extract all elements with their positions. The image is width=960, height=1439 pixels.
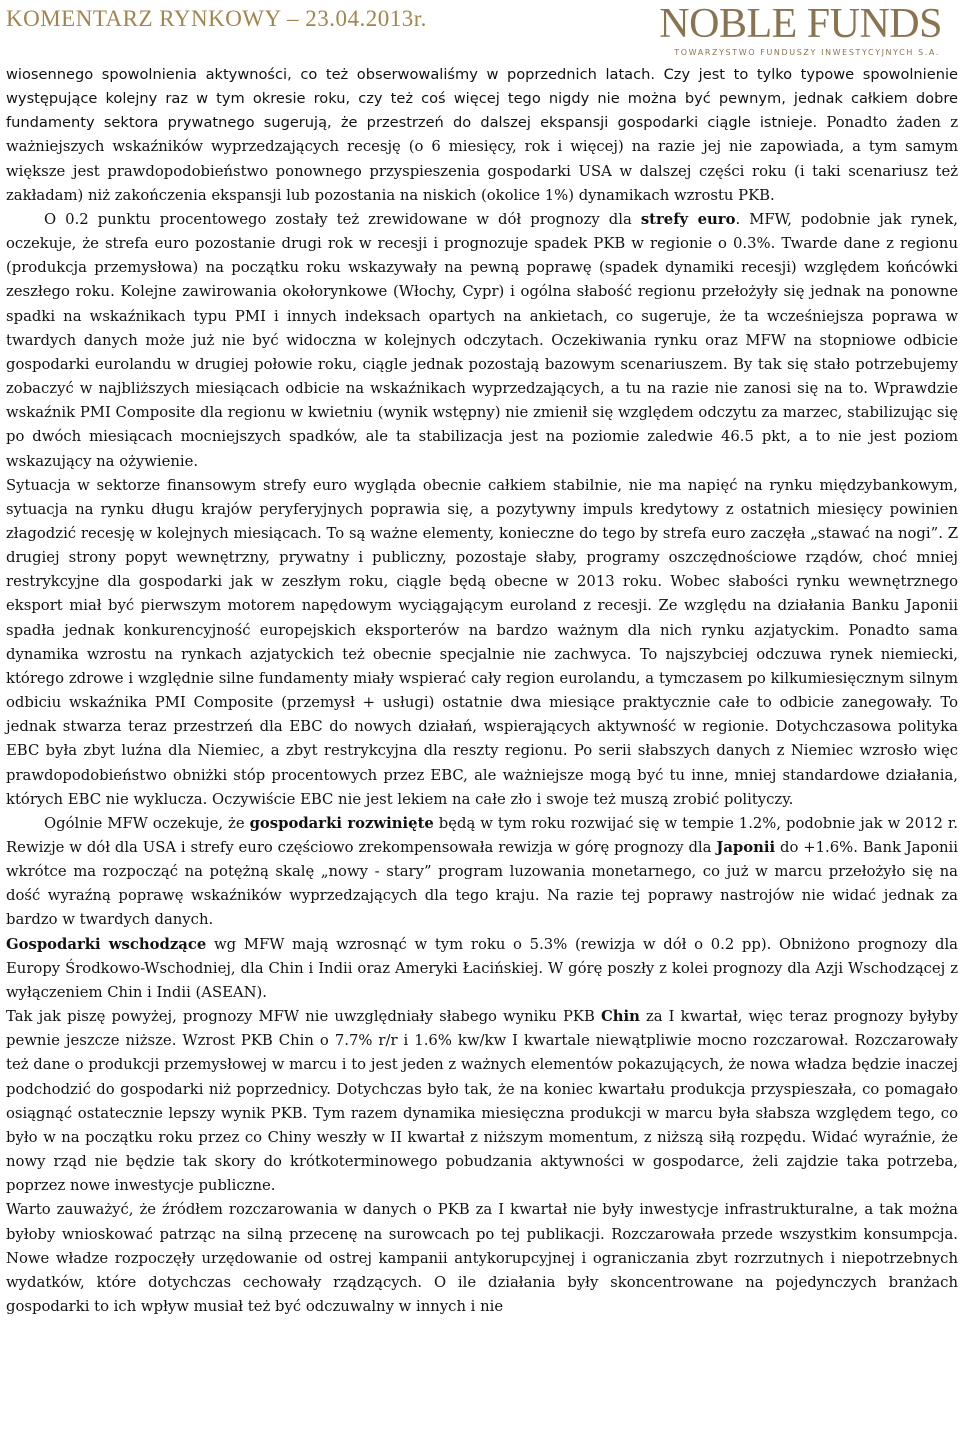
- paragraph-4-text-end: do +1.6%. Bank Japonii wkrótce ma rozpocząć na potężną skalę „nowy - stary” program luzowania monetarnego, co już w marcu przełożyło się na dość wyraźną poprawę wskaźników wyprzedzających dla tego kraju. Na razie tej poprawy nastrojów nie widać jednak za bardzo w twardych danych.: [6, 839, 958, 929]
- paragraph-4-text-cont: będą w tym roku rozwijać się w tempie 1.2%, podobnie jak w 2012 r. Rewizje w dół dla USA i strefy euro częściowo zrekompensowała rewizja w górę prognozy dla: [6, 814, 958, 856]
- paragraph-6-text: Tak jak piszę powyżej, prognozy MFW nie uwzględniały słabego wyniku PKB: [6, 1008, 601, 1026]
- bold-gospodarki-rozwiniete: gospodarki rozwinięte: [249, 814, 434, 832]
- page-header: [0, 0, 960, 60]
- bold-chin: Chin: [600, 1008, 640, 1026]
- bold-strefy-euro: strefy euro: [640, 210, 736, 228]
- paragraph-1-part-a: wiosennego spowolnienia aktywności, co też obserwowaliśmy w poprzednich latach. Czy jest to tylko typowe spowolnienie występujące kolejny raz w tym okresie roku, czy też coś więcej tego nigdy nie można być pewnym, jednak całkiem dobre fundamenty sektora prywatnego sugerują, że przestrzeń do dalszej ekspansji gospodarki ciągle istnieje.: [6, 66, 958, 132]
- paragraph-5-text: wg MFW mają wzrosnąć w tym roku o 5.3% (rewizja w dół o 0.2 pp). Obniżono prognozy dla Europy Środkowo-Wschodniej, dla Chin i Indii oraz Ameryki Łacińskiej. W górę poszły z kolei prognozy dla Azji Wschodzącej z wyłączeniem Chin i Indii (ASEAN).: [6, 935, 959, 1001]
- paragraph-5: [6, 933, 958, 1005]
- paragraph-1-part-b: Ponadto żaden z ważniejszych wskaźników wyprzedzających recesję (o 6 miesięcy, rok i więcej) na razie jej nie zapowiada, a tym samym większe jest prawdopodobieństwo ponownego przyspieszenia gospodarki USA w dalszej części roku (i taki scenariusz też zakładam) niż zakończenia ekspansji lub pozostania na niskich (okolice 1%) dynamikach wzrostu PKB.: [6, 114, 958, 204]
- paragraph-1: [6, 63, 958, 208]
- paragraph-6-text-cont: za I kwartał, więc teraz prognozy byłyby pewnie jeszcze niższe. Wzrost PKB Chin o 7.7% r/r i 1.6% kw/kw I kwartale niewątpliwie mocno rozczarował. Rozczarowały też dane o produkcji przemysłowej w marcu i to jest jeden z ważnych elementów pokazujących, że nowa władza będzie inaczej podchodzić do gospodarki niż poprzednicy. Dotychczas było tak, że na koniec kwartału produkcja przyspieszała, co pomagało osiągnąć ostatecznie lepszy wynik PKB. Tym razem dynamika miesięczna produkcji w marcu była słabsza względem tego, co było w na początku roku przez co Chiny weszły w II kwartał z niższym momentum, z niższą siłą rozpędu. Widać wyraźnie, że nowy rząd nie będzie tak skory do krótkoterminowego pobudzania aktywności w gospodarce, żeli zajdzie taka potrzeba, poprzez nowe inwestycje publiczne.: [6, 1008, 959, 1195]
- paragraph-2-text: O 0.2 punktu procentowego zostały też zrewidowane w dół prognozy dla: [44, 210, 641, 228]
- logo-wordmark: NOBLE FUNDS: [659, 1, 942, 47]
- paragraph-7: Warto zauważyć, że źródłem rozczarowania w danych o PKB za I kwartał nie były inwestycje infrastrukturalne, a tak można byłoby wnioskować patrząc na silną przecenę na surowcach po tej publikacji. Rozczarowała przede wszystkim konsumpcja. Nowe władze rozpoczęły urzędowanie od ostrej kampanii antykorupcyjnej i ograniczania zbyt rozrzutnych i niepotrzebnych wydatków, które dotychczas cechowały rządzących. O ile działania były skoncentrowane na pojedynczych branżach gospodarki to ich wpływ musiał też być odczuwalny w innych i nie: [6, 1201, 958, 1315]
- paragraph-6: [6, 1005, 958, 1198]
- article-body: [6, 63, 958, 1319]
- logo-tagline: TOWARZYSTWO FUNDUSZY INWESTYCYJNYCH S.A.: [674, 48, 940, 57]
- bold-japonii: Japonii: [716, 839, 776, 856]
- noble-funds-logo: [624, 2, 942, 58]
- bold-gospodarki-wschodzace: Gospodarki wschodzące: [6, 935, 207, 953]
- paragraph-2-text-cont: . MFW, podobnie jak rynek, oczekuje, że strefa euro pozostanie drugi rok w recesji i prognozuje spadek PKB w regionie o 0.3%. Twarde dane z regionu (produkcja przemysłowa) na początku roku wskazywały na pewną poprawę (spadek dynamiki recesji) względem końcówki zeszłego roku. Kolejne zawirowania okołorynkowe (Włochy, Cypr) i ogólna słabość regionu przełożyły się jednak na ponowne spadki na wskaźnikach typu PMI i innych indeksach opartych na ankietach, co sugeruje, że ta wcześniejsza poprawa w twardych danych może już nie być widoczna w kolejnych odczytach. Oczekiwania rynku oraz MFW na stopniowe odbicie gospodarki eurolandu w drugiej połowie roku, ciągle jednak pozostają bazowym scenariuszem. By tak się stało potrzebujemy zobaczyć w najbliższych miesiącach odbicie na wskaźnikach wyprzedzających, a tu na razie nie zanosi się na to. Wprawdzie wskaźnik PMI Composite dla regionu w kwietniu (wynik wstępny) nie zmienił się względem odczytu za marzec, stabilizując się po dwóch miesiącach mocniejszych spadków, ale ta stabilizacja jest na poziomie zaledwie 46.5 pkt, a to nie jest poziom wskazujący na ożywienie.: [6, 210, 959, 470]
- paragraph-2: [6, 208, 958, 474]
- paragraph-4-text: Ogólnie MFW oczekuje, że: [44, 814, 250, 832]
- paragraph-3: Sytuacja w sektorze finansowym strefy euro wygląda obecnie całkiem stabilnie, nie ma napięć na rynku międzybankowym, sytuacja na rynku długu krajów peryferyjnych poprawia się, a pozytywny impuls kredytowy z ostatnich miesięcy powinien złagodzić recesję w kolejnych miesiącach. To są ważne elementy, konieczne do tego by strefa euro zaczęła „stawać na nogi”. Z drugiej strony popyt wewnętrzny, prywatny i publiczny, pozostaje słaby, programy oszczędnościowe rządów, choć mniej restrykcyjne dla gospodarki jak w zeszłym roku, ciągle będą obecne w 2013 roku. Wobec słabości rynku wewnętrznego eksport miał być pierwszym motorem napędowym wyciągającym euroland z recesji. Ze względu na działania Banku Japonii spadła jednak konkurencyjność europejskich eksporterów na bardzo ważnym dla nich rynku azjatyckim. Ponadto sama dynamika wzrostu na rynkach azjatyckich też obecnie specjalnie nie zachwyca. To najszybciej odczuwa rynek niemiecki, którego zdrowe i względnie silne fundamenty miały wspierać cały region eurolandu, a tymczasem po kilkumiesięcznym silnym odbiciu wskaźnika PMI Composite (przemysł + usługi) ostatnie dwa miesiące praktycznie całe to odbicie zanegowały. To jednak stwarza teraz przestrzeń dla EBC do nowych działań, wspierających aktywność w regionie. Dotychczasowa polityka EBC była zbyt luźna dla Niemiec, a zbyt restrykcyjna dla reszty regionu. Po serii słabszych danych z Niemiec wzrosło więc prawdopodobieństwo obniżki stóp procentowych przez EBC, ale ważniejsze mogą być tu inne, mniej standardowe działania, których EBC nie wyklucza. Oczywiście EBC nie jest lekiem na całe zło i swoje też muszą zrobić polityczy.: [6, 476, 958, 808]
- paragraph-4: [6, 812, 958, 933]
- report-title: KOMENTARZ RYNKOWY – 23.04.2013r.: [6, 6, 427, 31]
